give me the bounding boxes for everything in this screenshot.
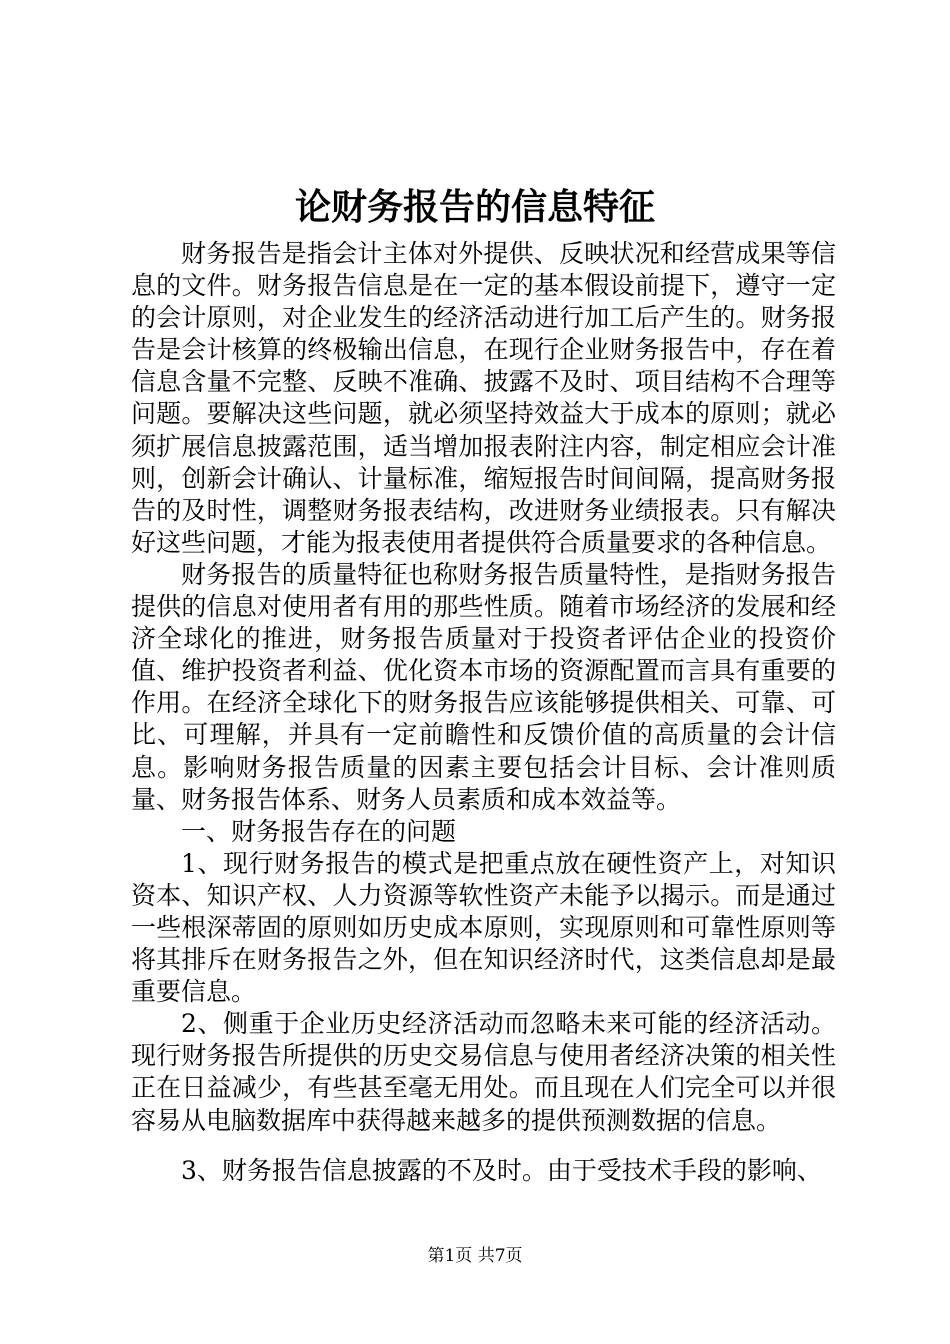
page-footer: 第1页 共7页 (427, 1246, 523, 1266)
paragraph-problem-3: 3、财务报告信息披露的不及时。由于受技术手段的影响、 (181, 1155, 822, 1185)
document-body (131, 238, 836, 1187)
section-heading-problems: 一、财务报告存在的问题 (181, 816, 457, 846)
paragraph-problem-1: 1、现行财务报告的模式是把重点放在硬性资产上，对知识资本、知识产权、人力资源等软性资产未能予以揭示。而是通过一些根深蒂固的原则如历史成本原则，实现原则和可靠性原则等将其排斥在财务报告之外，但在知识经济时代，这类信息却是最重要信息。 (131, 848, 836, 1007)
paragraph-intro: 财务报告是指会计主体对外提供、反映状况和经营成果等信息的文件。财务报告信息是在一定的基本假设前提下，遵守一定的会计原则，对企业发生的经济活动进行加工后产生的。财务报告是会计核算的终极输出信息，在现行企业财务报告中，存在着信息含量不完整、反映不准确、披露不及时、项目结构不合理等问题。要解决这些问题，就必须坚持效益大于成本的原则；就必须扩展信息披露范围，适当增加报表附注内容，制定相应会计准则，创新会计确认、计量标准，缩短报告时间间隔，提高财务报告的及时性，调整财务报表结构，改进财务业绩报表。只有解决好这些问题，才能为报表使用者提供符合质量要求的各种信息。 (131, 239, 836, 557)
document-title: 论财务报告的信息特征 (294, 186, 655, 228)
paragraph-problem-2: 2、侧重于企业历史经济活动而忽略未来可能的经济活动。现行财务报告所提供的历史交易信息与使用者经济决策的相关性正在日益减少，有些甚至毫无用处。而且现在人们完全可以并很容易从电脑数据库中获得越来越多的提供预测数据的信息。 (131, 1009, 836, 1135)
paragraph-quality-features: 财务报告的质量特征也称财务报告质量特性，是指财务报告提供的信息对使用者有用的那些性质。随着市场经济的发展和经济全球化的推进，财务报告质量对于投资者评估企业的投资价值、维护投资者利益、优化资本市场的资源配置而言具有重要的作用。在经济全球化下的财务报告应该能够提供相关、可靠、可比、可理解，并具有一定前瞻性和反馈价值的高质量的会计信息。影响财务报告质量的因素主要包括会计目标、会计准则质量、财务报告体系、财务人员素质和成本效益等。 (131, 559, 836, 814)
